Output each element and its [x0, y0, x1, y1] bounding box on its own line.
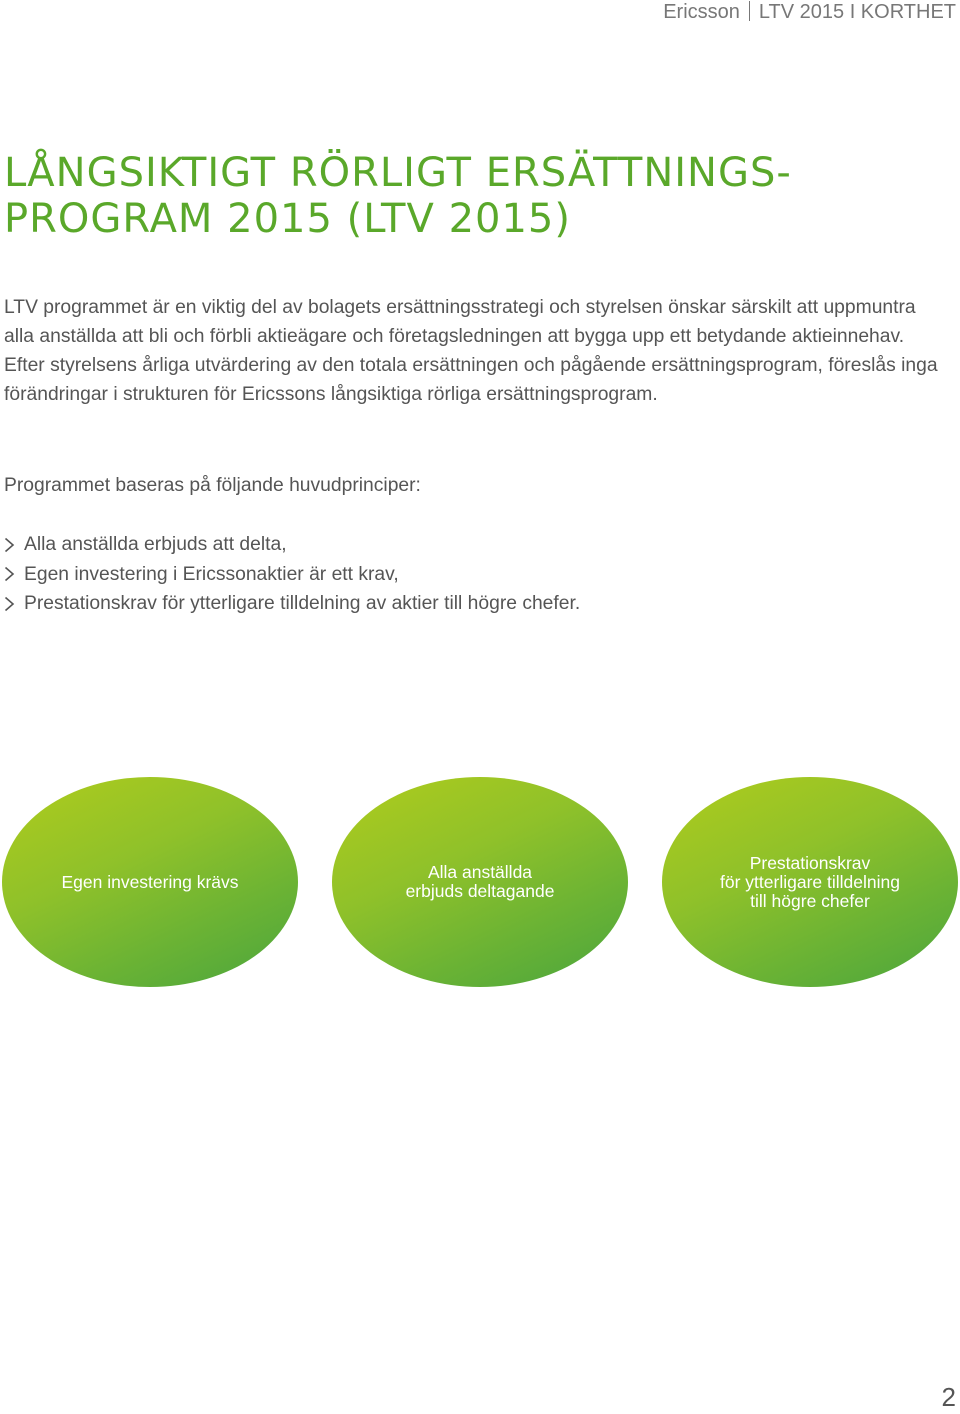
header-document: LTV 2015 I KORTHET	[758, 1, 956, 23]
page-header	[663, 0, 956, 26]
page-number: 2	[941, 1382, 956, 1412]
list-item-text: Egen investering i Ericssonaktier är ett krav,	[24, 563, 399, 585]
bubble-label: Alla anställda erbjuds deltagande	[405, 862, 555, 901]
list-item-text: Alla anställda erbjuds att delta,	[24, 534, 287, 555]
header-divider	[749, 1, 750, 21]
header-company: Ericsson	[663, 1, 740, 23]
bubble-label: Egen investering krävs	[61, 871, 239, 892]
list-item-text: Prestationskrav för ytterligare tilldelning av aktier till högre chefer.	[24, 593, 581, 614]
bubble-label: Prestationskrav för ytterligare tilldelning till högre chefer	[720, 852, 900, 911]
list-item	[4, 560, 580, 590]
chevron-right-icon	[4, 566, 15, 582]
list-item	[4, 589, 580, 619]
principles-lead: Programmet baseras på följande huvudprinciper:	[4, 475, 421, 496]
page-title-line-1: LÅNGSIKTIGT RÖRLIGT ERSÄTTNINGS-	[4, 150, 792, 196]
bubble-performance-requirement	[662, 777, 958, 987]
page-title	[4, 150, 904, 242]
page-title-line-2: PROGRAM 2015 (LTV 2015)	[4, 196, 571, 242]
bubble-all-employees	[332, 777, 628, 987]
chevron-right-icon	[4, 596, 15, 612]
intro-paragraph: LTV programmet är en viktig del av bolagets ersättningsstrategi och styrelsen önskar särskilt att uppmuntra alla anställda att bli och förbli aktieägare och företagsledningen att bygga upp ett betydande aktieinnehav. Efter styrelsens årliga utvärdering av den totala ersättningen och pågående ersättningsprogram, föreslås inga förändringar i strukturen för Ericssons långsiktiga rörliga ersättningsprogram.	[4, 297, 938, 405]
principles-list	[4, 530, 580, 619]
bubble-own-investment	[2, 777, 298, 987]
chevron-right-icon	[4, 537, 15, 553]
list-item	[4, 530, 580, 560]
